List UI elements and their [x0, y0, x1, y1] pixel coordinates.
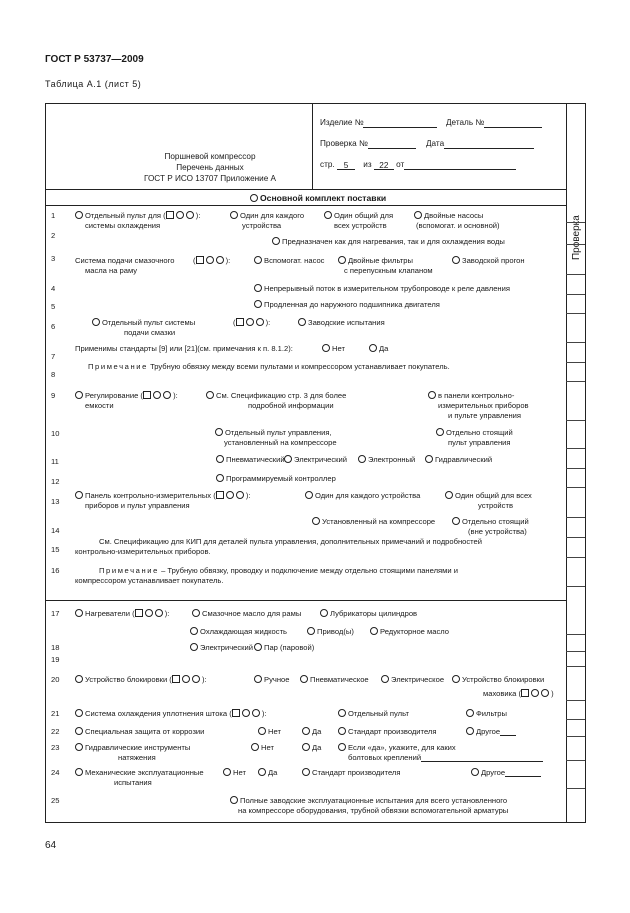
check-cell[interactable]	[566, 244, 585, 245]
radio-icon[interactable]	[272, 237, 280, 245]
row21-option-b[interactable]: Отдельный пульт	[338, 709, 409, 718]
radio-icon[interactable]	[242, 709, 250, 717]
radio-icon[interactable]	[145, 609, 153, 617]
row1-option-d[interactable]: Двойные насосы	[414, 211, 483, 220]
row10-option-b[interactable]: Отдельно стоящий	[436, 428, 513, 437]
radio-icon[interactable]	[75, 391, 83, 399]
row23-option-a[interactable]: Гидравлические инструменты	[75, 743, 190, 752]
row13-option-a[interactable]: Панель контрольно-измерительных ( ):	[75, 491, 251, 500]
row1-option-b[interactable]: Один для каждого	[230, 211, 304, 220]
row12-option[interactable]: Программируемый контроллер	[216, 474, 336, 483]
row-number: 22	[51, 727, 60, 736]
radio-icon[interactable]	[452, 675, 460, 683]
radio-icon[interactable]	[190, 643, 198, 651]
row10-option-a-cont: установленный на компрессоре	[224, 438, 337, 447]
row11-option-a[interactable]: Пневматический	[216, 455, 285, 464]
check-cell[interactable]	[566, 342, 585, 343]
square-icon	[166, 211, 174, 219]
radio-icon[interactable]	[312, 517, 320, 525]
row-number: 13	[51, 497, 60, 506]
radio-icon[interactable]	[466, 727, 474, 735]
radio-icon[interactable]	[254, 675, 262, 683]
row5-option[interactable]: Продленная до наружного подшипника двигателя	[254, 300, 440, 309]
row22-no[interactable]: Нет	[258, 727, 281, 736]
check-column-border	[566, 103, 567, 823]
row23-option-d-cont[interactable]: болтовых креплений	[348, 753, 543, 762]
row17b-option-b[interactable]: Привод(ы)	[307, 627, 354, 636]
row11-option-b[interactable]: Электрический	[284, 455, 347, 464]
row14-option-a[interactable]: Установленный на компрессоре	[312, 517, 435, 526]
row7-yes[interactable]: Да	[369, 344, 388, 353]
row20-option-e[interactable]: Устройство блокировки	[452, 675, 544, 684]
radio-icon[interactable]	[531, 689, 539, 697]
square-icon	[232, 709, 240, 717]
radio-icon[interactable]	[192, 609, 200, 617]
row15-text: См. Спецификацию для КИП для деталей пульта управления, дополнительных примечаний и подробностей	[99, 537, 483, 546]
row22-option-d[interactable]: Стандарт производителя	[338, 727, 436, 736]
row22-option-e[interactable]: Другое	[466, 727, 516, 736]
row1-option-a[interactable]: Отдельный пульт для ( ):	[75, 211, 200, 220]
radio-icon[interactable]	[230, 796, 238, 804]
row18-option-b[interactable]: Пар (паровой)	[254, 643, 314, 652]
radio-icon[interactable]	[254, 256, 262, 264]
row1-option-a-cont: системы охлаждения	[85, 221, 161, 230]
radio-icon[interactable]	[324, 211, 332, 219]
section-title-line	[45, 205, 566, 206]
radio-icon[interactable]	[216, 455, 224, 463]
radio-icon[interactable]	[252, 709, 260, 717]
radio-icon[interactable]	[302, 727, 310, 735]
radio-icon[interactable]	[206, 391, 214, 399]
row6-option-c[interactable]: Заводские испытания	[298, 318, 385, 327]
square-icon	[172, 675, 180, 683]
radio-icon[interactable]	[338, 709, 346, 717]
radio-icon[interactable]	[75, 675, 83, 683]
row7-no[interactable]: Нет	[322, 344, 345, 353]
radio-icon[interactable]	[428, 391, 436, 399]
row23-no[interactable]: Нет	[251, 743, 274, 752]
row21-selector[interactable]: Система охлаждения уплотнения штока ( ):	[75, 709, 267, 718]
row9-option-a-cont: емкости	[85, 401, 114, 410]
radio-icon[interactable]	[256, 318, 264, 326]
row-number: 7	[51, 352, 56, 361]
title-line-1: Поршневой компрессор	[164, 152, 256, 161]
radio-icon[interactable]	[75, 609, 83, 617]
radio-icon[interactable]	[369, 344, 377, 352]
row-number: 15	[51, 545, 60, 554]
radio-icon[interactable]	[176, 211, 184, 219]
radio-icon[interactable]	[75, 743, 83, 751]
square-icon	[143, 391, 151, 399]
radio-icon[interactable]	[246, 318, 254, 326]
row1-option-b-cont: устройства	[242, 221, 282, 230]
check-cell[interactable]	[566, 537, 585, 538]
check-cell[interactable]	[566, 487, 585, 488]
row24-no[interactable]: Нет	[223, 768, 246, 777]
title-line-2: Перечень данных	[176, 163, 244, 172]
check-cell[interactable]	[566, 274, 585, 275]
row-number: 12	[51, 477, 60, 486]
side-check-label: Проверка	[571, 215, 582, 260]
square-icon	[521, 689, 529, 697]
row24-option-d[interactable]: Стандарт производителя	[302, 768, 400, 777]
row1-option-d-cont: (вспомогат. и основной)	[416, 221, 500, 230]
check-cell[interactable]	[566, 222, 585, 223]
row20-selector[interactable]: Устройство блокировки ( ):	[75, 675, 207, 684]
radio-icon[interactable]	[305, 491, 313, 499]
radio-icon[interactable]	[182, 675, 190, 683]
radio-icon[interactable]	[425, 455, 433, 463]
check-cell[interactable]	[566, 719, 585, 720]
row3-label: Система подачи смазочного	[75, 256, 175, 265]
row9-option-b-cont: подробной информации	[248, 401, 334, 410]
radio-icon[interactable]	[436, 428, 444, 436]
row6-option-a-cont: подачи смазки	[124, 328, 176, 337]
page-number: 64	[45, 840, 57, 851]
row9-option-c-cont2: и пульте управления	[448, 411, 522, 420]
table-left-border	[45, 103, 46, 823]
row3-option-d[interactable]: Двойные фильтры	[338, 256, 413, 265]
row23-option-a-cont: натяжения	[118, 753, 156, 762]
row9-option-c-cont: измерительных приборов	[438, 401, 529, 410]
radio-icon[interactable]	[298, 318, 306, 326]
row10-option-b-cont: пульт управления	[448, 438, 511, 447]
row20-flywheel[interactable]: маховика ( )	[483, 689, 554, 698]
check-cell[interactable]	[566, 420, 585, 421]
radio-icon[interactable]	[452, 517, 460, 525]
row20-option-d[interactable]: Электрическое	[381, 675, 444, 684]
square-icon	[236, 318, 244, 326]
row3-option-c[interactable]: Вспомогат. насос	[254, 256, 324, 265]
radio-icon[interactable]	[92, 318, 100, 326]
radio-icon[interactable]	[155, 609, 163, 617]
row25-option-cont: на компрессоре оборудования, трубной обвязки вспомогательной арматуры	[238, 806, 509, 815]
row3-selector[interactable]: ( ):	[193, 256, 231, 265]
check-cell[interactable]	[566, 294, 585, 295]
check-cell[interactable]	[566, 666, 585, 667]
row10-option-a[interactable]: Отдельный пульт управления,	[215, 428, 332, 437]
radio-icon[interactable]	[254, 284, 262, 292]
row-number: 10	[51, 429, 60, 438]
row6-selector[interactable]: ( ):	[233, 318, 271, 327]
radio-icon[interactable]	[300, 675, 308, 683]
item-number-field[interactable]: Изделие №	[320, 118, 437, 128]
radio-icon[interactable]	[230, 211, 238, 219]
radio-icon[interactable]	[338, 727, 346, 735]
check-cell[interactable]	[566, 557, 585, 558]
radio-icon[interactable]	[75, 768, 83, 776]
check-cell[interactable]	[566, 634, 585, 635]
check-cell[interactable]	[566, 448, 585, 449]
radio-icon[interactable]	[414, 211, 422, 219]
radio-icon[interactable]	[186, 211, 194, 219]
check-cell[interactable]	[566, 362, 585, 363]
check-cell[interactable]	[566, 381, 585, 382]
radio-icon[interactable]	[322, 344, 330, 352]
row17-option-c[interactable]: Лубрикаторы цилиндров	[320, 609, 417, 618]
radio-icon[interactable]	[216, 474, 224, 482]
radio-icon[interactable]	[466, 709, 474, 717]
row16-note-cont: компрессором устанавливает покупатель.	[75, 576, 224, 585]
check-cell[interactable]	[566, 651, 585, 652]
row-number: 18	[51, 643, 60, 652]
row-number: 19	[51, 655, 60, 664]
row-number: 2	[51, 231, 56, 240]
row13-option-b[interactable]: Один для каждого устройства	[305, 491, 420, 500]
row7-label: Применимы стандарты [9] или [21](см. примечания к п. 8.1.2):	[75, 344, 293, 353]
radio-icon[interactable]	[215, 428, 223, 436]
row2-option[interactable]: Предназначен как для нагревания, так и для охлаждения воды	[272, 237, 505, 246]
radio-icon[interactable]	[190, 627, 198, 635]
row-number: 24	[51, 768, 60, 777]
row23-option-d[interactable]: Если «да», укажите, для каких	[338, 743, 456, 752]
date-field[interactable]: Дата	[426, 139, 534, 149]
row-number: 23	[51, 743, 60, 752]
row11-option-d[interactable]: Гидравлический	[425, 455, 492, 464]
check-cell[interactable]	[566, 586, 585, 587]
check-cell[interactable]	[566, 788, 585, 789]
row24-yes[interactable]: Да	[258, 768, 277, 777]
row16-note: Примечание – Трубную обвязку, проводку и подключение между отдельно стоящими панелями и	[99, 566, 458, 575]
row-number: 3	[51, 254, 56, 263]
section-break-line	[45, 600, 566, 601]
check-cell[interactable]	[566, 468, 585, 469]
check-number-field[interactable]: Проверка №	[320, 139, 416, 149]
radio-icon[interactable]	[541, 689, 549, 697]
row20-option-c[interactable]: Пневматическое	[300, 675, 369, 684]
radio-icon[interactable]	[75, 211, 83, 219]
row22-yes[interactable]: Да	[302, 727, 321, 736]
check-cell[interactable]	[566, 313, 585, 314]
row21-option-c[interactable]: Фильтры	[466, 709, 507, 718]
row-number: 25	[51, 796, 60, 805]
radio-icon[interactable]	[75, 727, 83, 735]
row9-option-c[interactable]: в панели контрольно-	[428, 391, 514, 400]
radio-icon[interactable]	[216, 256, 224, 264]
radio-icon[interactable]	[307, 627, 315, 635]
row11-option-c[interactable]: Электронный	[358, 455, 415, 464]
radio-icon[interactable]	[226, 491, 234, 499]
check-cell[interactable]	[566, 700, 585, 701]
radio-icon[interactable]	[75, 491, 83, 499]
row-number: 8	[51, 370, 56, 379]
row1-option-c-cont: всех устройств	[334, 221, 387, 230]
row13-option-c[interactable]: Один общий для всех	[445, 491, 532, 500]
row18-option-a[interactable]: Электрический	[190, 643, 253, 652]
row13-option-c-cont: устройств	[478, 501, 513, 510]
radio-icon[interactable]	[251, 743, 259, 751]
square-icon	[196, 256, 204, 264]
radio-icon[interactable]	[381, 675, 389, 683]
table-caption: Таблица А.1 (лист 5)	[45, 79, 142, 89]
radio-icon[interactable]	[338, 743, 346, 751]
radio-icon[interactable]	[302, 743, 310, 751]
radio-icon[interactable]	[206, 256, 214, 264]
row-number: 9	[51, 391, 56, 400]
radio-icon[interactable]	[236, 491, 244, 499]
row20-option-b[interactable]: Ручное	[254, 675, 289, 684]
row17-option-b[interactable]: Смазочное масло для рамы	[192, 609, 301, 618]
radio-icon[interactable]	[370, 627, 378, 635]
radio-icon[interactable]	[223, 768, 231, 776]
row-number: 4	[51, 284, 56, 293]
radio-icon[interactable]	[250, 194, 258, 202]
row24-option-e[interactable]: Другое	[471, 768, 541, 777]
check-cell[interactable]	[566, 760, 585, 761]
radio-icon[interactable]	[75, 709, 83, 717]
row-number: 20	[51, 675, 60, 684]
radio-icon[interactable]	[445, 491, 453, 499]
row-number: 1	[51, 211, 56, 220]
radio-icon[interactable]	[254, 300, 262, 308]
row-number: 6	[51, 322, 56, 331]
radio-icon[interactable]	[302, 768, 310, 776]
section-title: Основной комплект поставки	[250, 193, 386, 203]
row14-option-b[interactable]: Отдельно стоящий	[452, 517, 529, 526]
row-number: 5	[51, 302, 56, 311]
title-line-3: ГОСТ Р ИСО 13707 Приложение А	[143, 174, 277, 183]
row23-yes[interactable]: Да	[302, 743, 321, 752]
check-cell[interactable]	[566, 517, 585, 518]
radio-icon[interactable]	[258, 768, 266, 776]
row-number: 21	[51, 709, 60, 718]
row3-label-cont: масла на раму	[85, 266, 138, 275]
radio-icon[interactable]	[284, 455, 292, 463]
header-bottom-line	[45, 189, 566, 190]
row13-option-a-cont: приборов и пульт управления	[85, 501, 190, 510]
row24-option-a-cont: испытания	[114, 778, 152, 787]
row24-option-a[interactable]: Механические эксплуатационные	[75, 768, 204, 777]
row3-option-e[interactable]: Заводской прогон	[452, 256, 525, 265]
radio-icon[interactable]	[320, 609, 328, 617]
square-icon	[135, 609, 143, 617]
standard-code: ГОСТ Р 53737—2009	[45, 54, 144, 65]
row-number: 14	[51, 526, 60, 535]
row14-option-b-cont: (вне устройства)	[468, 527, 527, 536]
row17b-option-c[interactable]: Редукторное масло	[370, 627, 449, 636]
row9-option-b[interactable]: См. Спецификацию стр. 3 для более	[206, 391, 346, 400]
row22-option-a[interactable]: Специальная защита от коррозии	[75, 727, 204, 736]
row15-text-cont: контрольно-измерительных приборов.	[75, 547, 211, 556]
row3-option-d-cont: с перепускным клапаном	[344, 266, 433, 275]
row25-option[interactable]: Полные заводские эксплуатационные испытания для всего установленного	[230, 796, 507, 805]
row4-option[interactable]: Непрерывный поток в измерительном трубопроводе к реле давления	[254, 284, 510, 293]
row-number: 16	[51, 566, 60, 575]
row-number: 17	[51, 609, 60, 618]
radio-icon[interactable]	[163, 391, 171, 399]
radio-icon[interactable]	[192, 675, 200, 683]
table-bottom-border	[45, 822, 585, 823]
radio-icon[interactable]	[358, 455, 366, 463]
row8-note: Примечание Трубную обвязку между всеми пультами и компрессором устанавливает покупатель.	[88, 362, 450, 371]
page-field: стр. 5 из 22 от	[320, 160, 516, 170]
table-right-border	[585, 103, 586, 823]
row9-option-a[interactable]: Регулирование ( ):	[75, 391, 178, 400]
square-icon	[216, 491, 224, 499]
radio-icon[interactable]	[153, 391, 161, 399]
row-number: 11	[51, 457, 59, 466]
radio-icon[interactable]	[258, 727, 266, 735]
row1-option-c[interactable]: Один общий для	[324, 211, 393, 220]
row17b-option-a[interactable]: Охлаждающая жидкость	[190, 627, 287, 636]
radio-icon[interactable]	[452, 256, 460, 264]
table-top-border	[45, 103, 585, 104]
radio-icon[interactable]	[471, 768, 479, 776]
radio-icon[interactable]	[338, 256, 346, 264]
check-cell[interactable]	[566, 736, 585, 737]
row6-option-a[interactable]: Отдельный пульт системы	[92, 318, 195, 327]
row17-selector[interactable]: Нагреватели ( ):	[75, 609, 169, 618]
detail-number-field[interactable]: Деталь №	[446, 118, 542, 128]
radio-icon[interactable]	[254, 643, 262, 651]
